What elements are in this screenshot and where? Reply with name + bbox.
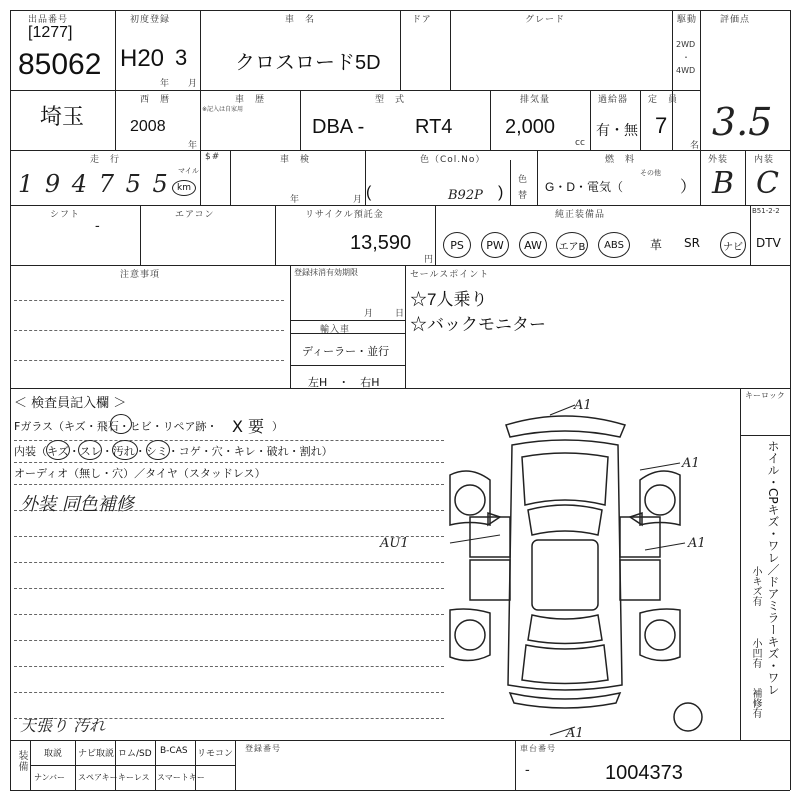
fuel-close: ） — [680, 179, 697, 196]
door-label: ドア — [412, 15, 432, 25]
footer-item-1: 取説 — [44, 749, 63, 759]
rear-right-door — [620, 560, 660, 600]
fuel: G・D・電気（ — [545, 180, 624, 194]
chassis-dash: - — [525, 762, 530, 778]
frame-right — [790, 10, 791, 790]
footer-item-2: ナビ取説 — [78, 749, 115, 759]
v5 — [672, 10, 673, 150]
interior-grade: C — [756, 166, 779, 201]
footer-item-4: B-CAS — [160, 746, 188, 756]
import-value: ディーラー・並行 — [302, 345, 390, 358]
sales-label: セールスポイント — [410, 270, 490, 280]
r2v1 — [200, 90, 201, 150]
grade-label: グレード — [525, 15, 566, 25]
equip-airbag — [556, 232, 588, 258]
lot-label: 出品番号 — [28, 15, 69, 25]
handwritten-note-2: 天張り 汚れ — [20, 716, 106, 735]
equip-leather: 革 — [650, 238, 663, 252]
rear-left-door — [470, 560, 510, 600]
history-sub: ※記入は自家用 — [202, 106, 244, 113]
r2v5 — [640, 90, 641, 150]
mark-rear: A1 — [566, 726, 584, 741]
expiry-month: 月 — [364, 309, 375, 319]
mile-small: マイル — [178, 167, 199, 175]
exterior-label: 外装 — [708, 155, 729, 165]
equip-pw — [481, 232, 509, 258]
n3 — [290, 320, 405, 321]
trunk — [522, 645, 608, 684]
v6 — [700, 10, 701, 150]
capacity: 7 — [655, 113, 668, 138]
equip-aw-text: AW — [524, 238, 542, 252]
inspection-year-unit: 年 — [290, 195, 301, 205]
wheel-rr — [645, 620, 675, 650]
recycle-label: リサイクル預託金 — [305, 210, 384, 220]
equip-pw-text: PW — [486, 238, 504, 252]
drive-4wd: 4WD — [676, 66, 696, 75]
f7 — [515, 740, 516, 790]
int-mark-4 — [146, 440, 170, 460]
spare-wheel — [674, 703, 702, 731]
chassis-number: 1004373 — [605, 762, 683, 784]
lot-bracket: [1277] — [28, 24, 73, 41]
drive-2wd: 2WD — [676, 40, 696, 49]
car-diagram — [440, 395, 740, 740]
rear-bumper — [510, 693, 620, 708]
row2-bottom — [10, 150, 790, 151]
row4-bottom — [10, 265, 790, 266]
r2v2 — [300, 90, 301, 150]
v1 — [115, 10, 116, 150]
year-value: 2008 — [130, 118, 166, 135]
equip-sr: SR — [684, 236, 700, 250]
handle: 左H ・ 右H — [308, 376, 380, 389]
caution-label: 注意事項 — [120, 270, 161, 280]
side-key — [740, 435, 790, 436]
equip-navi — [720, 232, 746, 258]
side-sub-1: 小キズ有 — [750, 566, 761, 606]
score-label: 評価点 — [720, 15, 751, 25]
rear-left-fender — [450, 609, 490, 661]
r4v2 — [275, 205, 276, 265]
row3-bottom — [10, 205, 790, 206]
equip-airbag-text: エアB — [558, 241, 586, 253]
interior-label: 内装 — [754, 155, 775, 165]
side-top — [740, 388, 790, 389]
r4v1 — [140, 205, 141, 265]
history-label: 車 歴 — [235, 95, 266, 105]
f6 — [235, 740, 236, 790]
glass-line: Fガラス（キズ・飛石・ヒビ・リペア跡・ — [14, 420, 218, 433]
model-code: RT4 — [415, 116, 453, 138]
inspector-heading: ＜ 検査員記入欄 ＞ — [14, 396, 127, 411]
footer-item-3: ロム/SD — [118, 749, 152, 759]
displacement-label: 排気量 — [520, 95, 551, 105]
km-text: km — [177, 183, 191, 193]
v4 — [450, 10, 451, 90]
registration-label: 登録番号 — [245, 744, 281, 753]
reg-month: 3 — [175, 45, 188, 70]
glass-close: ） — [272, 420, 283, 433]
yen-unit: 円 — [424, 255, 435, 265]
glass-mark-circle — [110, 414, 132, 434]
wheel-fl — [455, 485, 485, 515]
displacement: 2,000 — [505, 116, 556, 138]
frame-bottom — [10, 790, 790, 791]
footer-item-5: リモコン — [197, 749, 234, 759]
inspection-month-unit: 月 — [353, 195, 364, 205]
mileage: 1 9 4 7 5 5 — [18, 170, 170, 198]
shift-value: - — [95, 218, 100, 234]
rear-right-fender — [640, 609, 680, 661]
score-value: 3.5 — [712, 100, 773, 144]
mark-right-door: A1 — [688, 536, 706, 551]
year-label: 西 暦 — [140, 95, 171, 105]
frame-left — [10, 10, 11, 790]
v3 — [400, 10, 401, 90]
r3v2 — [230, 150, 231, 205]
reg-era: H20 — [120, 45, 165, 72]
cc-unit: cc — [575, 138, 585, 148]
mark-front-right: A1 — [682, 456, 700, 471]
fuel-label: 燃 料 — [605, 155, 636, 165]
hood — [522, 453, 608, 505]
color-rparen: ) — [498, 184, 504, 201]
footer-item-6: ナンバー — [34, 773, 66, 782]
side-sub-2: 小凹有 — [750, 638, 761, 668]
int-mark-3 — [112, 440, 138, 460]
audio-line: オーディオ（無し・穴）／タイヤ（スタッドレス） — [14, 467, 266, 480]
turbo-label: 過給器 — [598, 95, 629, 105]
km-circle — [172, 180, 196, 196]
front-bumper-shape — [506, 416, 625, 437]
mileage-label: 走 行 — [90, 155, 121, 165]
chassis-label: 車台番号 — [520, 744, 556, 753]
r3v7 — [745, 150, 746, 205]
capacity-unit: 名 — [690, 141, 701, 151]
wheel-fr — [645, 485, 675, 515]
int-mark-1 — [46, 440, 70, 460]
month-unit: 月 — [188, 79, 199, 89]
shift-hash: $# — [205, 152, 221, 162]
ac-label: エアコン — [175, 210, 215, 220]
v2 — [200, 10, 201, 90]
r2v4 — [590, 90, 591, 150]
side-vertical-text: ホイル・CPキズ・ワレ／ドアミラーキズ・ワレ — [766, 440, 780, 696]
keylock-label: キーロック — [745, 391, 785, 400]
footer-left-label: 装備 — [16, 750, 27, 772]
first-reg-label: 初度登録 — [130, 15, 171, 25]
expiry-day: 日 — [395, 309, 406, 319]
r3v6 — [700, 150, 701, 205]
sales-point-1: ☆7人乗り — [410, 290, 488, 309]
roof — [532, 540, 598, 610]
side-sub-3: 補修有 — [750, 688, 761, 718]
import-label: 輸入車 — [320, 325, 351, 335]
equip-abs-text: ABS — [604, 239, 624, 251]
equip-ps-text: PS — [450, 238, 464, 252]
drive-label: 駆動 — [677, 15, 698, 25]
int-mark-2 — [78, 440, 102, 460]
lot-number: 85062 — [18, 48, 102, 81]
shift-label: シフト — [50, 210, 81, 220]
r3v1 — [200, 150, 201, 205]
footer-item-8: キーレス — [118, 773, 150, 782]
year-unit: 年 — [160, 79, 171, 89]
r3v4 — [510, 160, 511, 205]
color-lparen: ( — [366, 184, 372, 201]
handwritten-note-1: 外装 同色補修 — [20, 494, 134, 515]
equip-abs — [598, 232, 630, 258]
interior-line: 内装（キズ・スレ・汚れ・シミ・コゲ・穴・キレ・破れ・割れ） — [14, 445, 333, 458]
model-label: 型 式 — [375, 95, 406, 105]
color-change-2: 替 — [518, 191, 529, 201]
f8 — [30, 765, 235, 766]
n5 — [290, 365, 405, 366]
equip-navi-text: ナビ — [723, 241, 743, 253]
footer-top — [10, 740, 790, 741]
equip-dtv: DTV — [756, 236, 781, 250]
n2 — [405, 265, 406, 388]
capacity-label: 定 員 — [648, 95, 679, 105]
r3v5 — [537, 150, 538, 205]
mark-front: A1 — [574, 398, 592, 413]
footer-item-9: スマートキー — [157, 773, 205, 782]
row1-bottom — [10, 90, 700, 91]
side-left — [740, 388, 741, 740]
reg-expiry-label: 登録抹消有効期限 — [294, 268, 358, 277]
equipment-label: 純正装備品 — [555, 210, 606, 220]
rear-window — [528, 615, 602, 644]
sales-point-2: ☆バックモニター — [410, 315, 546, 334]
car-name-label: 車 名 — [285, 15, 316, 25]
color-change: 色 — [518, 175, 529, 185]
footer-item-7: スペアキー — [78, 773, 118, 782]
fuel-other: その他 — [640, 169, 661, 177]
r4v3 — [435, 205, 436, 265]
drive-dot: ・ — [682, 53, 691, 62]
region: 埼玉 — [40, 104, 85, 129]
color-label: 色（Col.No） — [420, 155, 486, 165]
model-prefix: DBA - — [312, 116, 365, 138]
equip-ps — [443, 232, 471, 258]
turbo: 有・無 — [596, 122, 638, 138]
color-code: B92P — [448, 188, 483, 203]
equipment-code: B51-2-2 — [752, 207, 780, 215]
glass-x: X 要 — [232, 417, 265, 436]
r2v3 — [490, 90, 491, 150]
r4v4 — [750, 205, 751, 265]
year-unit-2: 年 — [188, 141, 199, 151]
recycle-amount: 13,590 — [350, 232, 412, 254]
wheel-rl — [455, 620, 485, 650]
inspection-label: 車 検 — [280, 155, 311, 165]
n1 — [290, 265, 291, 388]
equip-aw — [519, 232, 547, 258]
exterior-grade: B — [712, 166, 735, 201]
car-name: クロスロード5D — [235, 52, 381, 74]
windshield — [528, 505, 602, 535]
mark-left-door: AU1 — [380, 536, 409, 551]
